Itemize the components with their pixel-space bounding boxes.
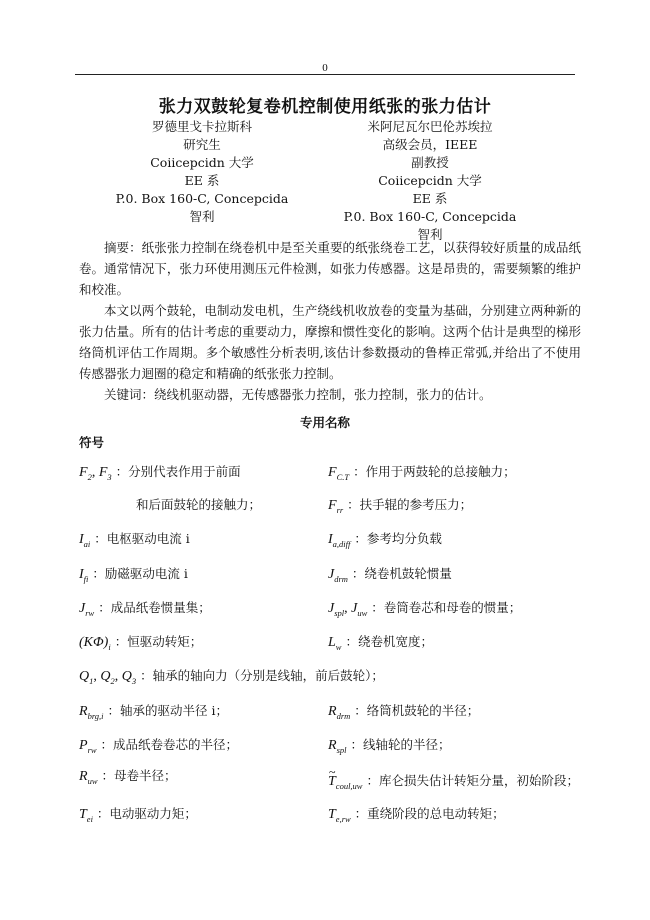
symbol-subscript: 1 bbox=[89, 675, 94, 686]
symbol-letter: I bbox=[79, 567, 84, 582]
symbol-description: ：成品纸卷卷芯的半径； bbox=[100, 737, 239, 752]
keywords: 关键词：绕线机驱动器，无传感器张力控制，张力控制，张力的估计。 bbox=[104, 387, 492, 402]
symbol-subscript: drm bbox=[336, 710, 351, 721]
author-address: P.0. Box 160-C, Concepcida bbox=[343, 209, 517, 224]
symbol-jspl-juw: $J_{spl}$, $J_{uw}$ ：卷筒卷芯和母卷的惯量； bbox=[328, 600, 522, 618]
author-title: 副教授 bbox=[411, 155, 449, 170]
author-dept: EE 系 bbox=[412, 191, 448, 206]
symbol-letter: J bbox=[351, 601, 358, 616]
symbol-subscript: uw bbox=[357, 607, 368, 618]
symbol-subscript: fi bbox=[83, 573, 89, 584]
symbol-description: ：分别代表作用于前面 bbox=[115, 464, 241, 479]
symbol-iadiff bbox=[328, 529, 442, 554]
symbol-letter: I bbox=[328, 532, 333, 547]
symbol-subscript: coul,uw bbox=[335, 780, 363, 791]
symbol-letter: Q bbox=[100, 669, 111, 684]
symbol-letter: I bbox=[79, 532, 84, 547]
symbol-description: ：绕卷机宽度； bbox=[345, 634, 433, 649]
symbol-iai bbox=[79, 529, 190, 554]
author-country: 智利 bbox=[189, 209, 215, 224]
symbol-letter: T bbox=[79, 807, 87, 822]
author-block-1 bbox=[82, 118, 322, 226]
symbol-description: ：参考均分负载 bbox=[354, 531, 442, 546]
page-number: 0 bbox=[322, 62, 328, 74]
symbol-description: ：络筒机鼓轮的半径； bbox=[354, 703, 480, 718]
symbol-subscript: i bbox=[108, 641, 111, 652]
symbol-letter: F bbox=[328, 498, 337, 513]
author-affiliation: Coiicepcidn 大学 bbox=[378, 173, 482, 188]
author-name: 罗德里戈卡拉斯科 bbox=[151, 119, 252, 134]
symbol-subscript: 3 bbox=[131, 675, 137, 686]
symbol-subscript: uw bbox=[87, 775, 98, 786]
symbol-kphi bbox=[79, 632, 202, 657]
author-affiliation: Coiicepcidn 大学 bbox=[150, 155, 254, 170]
symbol-subscript: 2 bbox=[87, 471, 92, 482]
symbol-subscript: brg,i bbox=[87, 710, 104, 721]
symbol-subscript: 2 bbox=[110, 675, 115, 686]
symbol-subscript: ei bbox=[86, 813, 93, 824]
symbol-description: ：作用于两鼓轮的总接触力； bbox=[353, 464, 516, 479]
symbol-letter: J bbox=[328, 567, 335, 582]
author-role: 高级会员，IEEE bbox=[382, 137, 478, 152]
abstract-paragraph: 摘要：纸张张力控制在绕卷机中是至关重要的纸张绕卷工艺，以获得较好质量的成品纸卷。通常情况下，张力环使用测压元件检测，如张力传感器。这是昂贵的，需要频繁的维护和校准。 bbox=[79, 240, 581, 297]
symbol-ruw bbox=[79, 766, 176, 791]
symbol-letter: J bbox=[328, 601, 335, 616]
symbol-letter: L bbox=[328, 635, 336, 650]
symbol-letter: J bbox=[79, 601, 86, 616]
symbol-letter: (KΦ) bbox=[79, 635, 109, 650]
symbol-description: ：轴承的轴向力（分别是线轴，前后鼓轮）； bbox=[140, 668, 384, 683]
symbol-description: ：轴承的驱动半径 i； bbox=[107, 703, 229, 718]
author-block-2 bbox=[310, 118, 550, 244]
symbol-letter: R bbox=[79, 769, 88, 784]
symbol-subscript: ai bbox=[83, 538, 91, 549]
symbol-letter: ~ T bbox=[328, 772, 336, 792]
symbol-frr bbox=[328, 495, 472, 520]
symbol-description: ：母卷半径； bbox=[101, 768, 177, 783]
abstract-section bbox=[79, 237, 581, 405]
symbols-heading: 符号 bbox=[79, 435, 105, 450]
symbol-subscript: spl bbox=[334, 607, 345, 618]
symbol-letter: T bbox=[328, 807, 336, 822]
symbol-subscript: w bbox=[335, 641, 342, 652]
symbol-subscript: drm bbox=[334, 573, 348, 584]
symbol-subscript: 3 bbox=[107, 471, 112, 482]
symbol-terw bbox=[328, 804, 505, 829]
symbol-subscript: spl bbox=[336, 744, 347, 755]
symbol-letter: F bbox=[328, 465, 337, 480]
symbol-letter: Q bbox=[79, 669, 90, 684]
symbol-letter: R bbox=[328, 704, 337, 719]
symbol-letter: R bbox=[328, 738, 337, 753]
symbol-subscript: rr bbox=[336, 504, 344, 515]
symbol-f23-continuation: 和后面鼓轮的接触力； bbox=[136, 497, 262, 512]
symbol-description: ：线轴轮的半径； bbox=[350, 737, 451, 752]
symbol-rdrm bbox=[328, 701, 479, 726]
symbol-lw bbox=[328, 632, 433, 657]
author-country: 智利 bbox=[417, 227, 443, 242]
symbol-jrw bbox=[79, 598, 211, 623]
symbol-description: ：电枢驱动电流 i bbox=[94, 531, 190, 546]
header-rule bbox=[75, 74, 575, 75]
symbol-subscript: rw bbox=[87, 744, 97, 755]
symbol-description: ：励磁驱动电流 i bbox=[92, 566, 188, 581]
symbol-jdrm bbox=[328, 564, 452, 589]
symbol-q123: $Q_1$, $Q_2$, $Q_3$ ：轴承的轴向力（分别是线轴，前后鼓轮）； bbox=[79, 668, 384, 686]
symbol-description: ：绕卷机鼓轮惯量 bbox=[351, 566, 452, 581]
symbol-description: ：成品纸卷惯量集； bbox=[98, 600, 211, 615]
symbol-letter: P bbox=[79, 738, 88, 753]
symbol-description: ：重绕阶段的总电动转矩； bbox=[354, 806, 505, 821]
symbol-f2-f3: $F_2$, $F_3$ ：分别代表作用于前面 bbox=[79, 464, 241, 482]
symbol-rbrg bbox=[79, 701, 228, 726]
symbol-tei bbox=[79, 804, 197, 829]
symbol-letter: Q bbox=[121, 669, 132, 684]
paper-title: 张力双鼓轮复卷机控制使用纸张的张力估计 bbox=[158, 97, 492, 117]
symbol-rspl bbox=[328, 735, 450, 760]
symbol-tcoul bbox=[328, 771, 579, 796]
symbol-subscript: a,diff bbox=[332, 538, 351, 549]
author-name: 米阿尼瓦尔巴伦苏埃拉 bbox=[367, 119, 493, 134]
symbol-letter: R bbox=[79, 704, 88, 719]
symbol-description: ：电动驱动力矩； bbox=[96, 806, 197, 821]
symbol-letter: F bbox=[98, 465, 108, 480]
author-dept: EE 系 bbox=[184, 173, 220, 188]
symbol-description: ：库仑损失估计转矩分量，初始阶段； bbox=[366, 773, 579, 788]
symbol-ifi bbox=[79, 564, 188, 589]
symbol-fct bbox=[328, 462, 516, 487]
author-address: P.0. Box 160-C, Concepcida bbox=[115, 191, 289, 206]
symbol-prw bbox=[79, 735, 238, 760]
symbol-letter: F bbox=[79, 465, 88, 480]
nomenclature-heading: 专用名称 bbox=[299, 415, 350, 430]
symbol-description: ：恒驱动转矩； bbox=[114, 634, 203, 649]
symbol-subscript: C.T bbox=[336, 471, 350, 482]
symbol-subscript: rw bbox=[85, 607, 95, 618]
symbol-description: ：扶手辊的参考压力； bbox=[347, 497, 473, 512]
symbol-description: ：卷筒卷芯和母卷的惯量； bbox=[371, 600, 522, 615]
symbol-subscript: e,rw bbox=[335, 813, 351, 824]
author-role: 研究生 bbox=[183, 137, 221, 152]
abstract-paragraph: 本文以两个鼓轮，电制动发电机，生产绕线机收放卷的变量为基础，分别建立两种新的张力估量。所有的估计考虑的重要动力，摩擦和惯性变化的影响。这两个估计是典型的梯形络筒机评估工作周期。多个敏感性分析表明,该估计参数摄动的鲁棒正常弧,并给出了不使用传感器张力迴圈的稳定和精确的纸张张力控制。 bbox=[79, 303, 581, 381]
